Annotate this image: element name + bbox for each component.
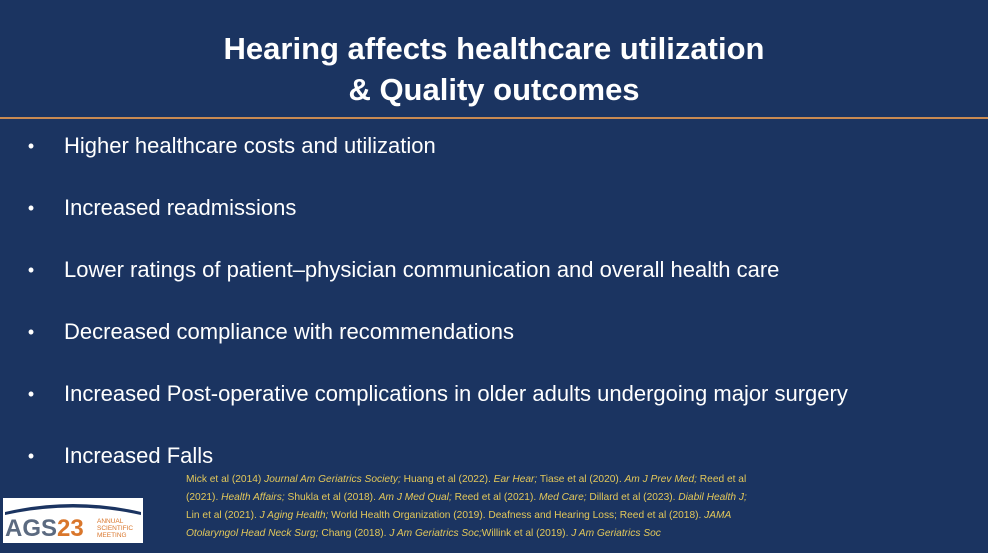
slide-title-line-2: & Quality outcomes: [348, 72, 640, 107]
slide-title-line-1: Hearing affects healthcare utilization: [223, 31, 765, 66]
bullet-text: Increased Post-operative complications in older adults undergoing major surgery: [64, 381, 848, 406]
slide-title: [0, 28, 988, 110]
reference-line: [186, 489, 866, 507]
ags23-logo-graphic: [3, 498, 143, 543]
reference-text: Chang (2018).: [318, 528, 390, 539]
ags23-logo: [3, 498, 143, 543]
logo-year-text: 23: [57, 515, 84, 542]
reference-text: Willink et al (2019).: [481, 528, 572, 539]
bullet-item: [0, 317, 988, 347]
bullet-item: [0, 441, 988, 471]
reference-journal: J Am Geriatrics Soc;: [389, 528, 482, 539]
bullet-marker: •: [27, 384, 35, 404]
reference-journal: Journal Am Geriatrics Society;: [264, 474, 401, 485]
bullet-text: Increased Falls: [64, 443, 214, 468]
reference-journal: Diabil Health J;: [678, 492, 747, 503]
bullet-marker: •: [27, 260, 35, 280]
logo-arc-shape: [5, 504, 141, 515]
reference-journal: JAMA: [704, 510, 732, 521]
reference-text: Shukla et al (2018).: [284, 492, 379, 503]
reference-journal: Otolaryngol Head Neck Surg;: [186, 528, 319, 539]
bullet-item: [0, 255, 988, 285]
reference-journal: Ear Hear;: [493, 474, 538, 485]
references-footnote: [186, 471, 866, 543]
reference-text: Lin et al (2021).: [186, 510, 260, 521]
title-divider: [0, 117, 988, 119]
logo-subtext-line: SCIENTIFIC: [97, 525, 134, 532]
bullet-text: Increased readmissions: [64, 195, 297, 220]
bullet-text: Higher healthcare costs and utilization: [64, 133, 436, 158]
bullet-text: Decreased compliance with recommendations: [64, 319, 514, 344]
reference-text: Reed et al (2021).: [451, 492, 539, 503]
reference-text: Huang et al (2022).: [400, 474, 494, 485]
bullet-marker: •: [27, 446, 35, 466]
logo-ags-text: AGS: [5, 515, 58, 542]
reference-text: World Health Organization (2019). Deafness and Hearing Loss; Reed et al (2018).: [328, 510, 705, 521]
logo-subtext-line: ANNUAL: [97, 518, 124, 525]
logo-subtext-line: MEETING: [97, 532, 127, 539]
logo-wordmark: [5, 515, 84, 542]
reference-line: [186, 507, 866, 525]
bullet-marker: •: [27, 136, 35, 156]
reference-line: [186, 525, 866, 543]
reference-text: Dillard et al (2023).: [586, 492, 679, 503]
bullet-item: [0, 379, 988, 409]
bullet-marker: •: [27, 322, 35, 342]
reference-journal: Am J Prev Med;: [624, 474, 697, 485]
reference-text: Mick et al (2014): [186, 474, 265, 485]
reference-journal: Am J Med Qual;: [378, 492, 452, 503]
bullet-marker: •: [27, 198, 35, 218]
bullet-item: [0, 193, 988, 223]
bullet-text: Lower ratings of patient–physician communication and overall health care: [64, 257, 780, 282]
reference-journal: J Am Geriatrics Soc: [571, 528, 661, 539]
reference-text: (2021).: [186, 492, 222, 503]
reference-text: Tiase et al (2020).: [537, 474, 625, 485]
reference-text: Reed et al: [696, 474, 747, 485]
reference-journal: Med Care;: [539, 492, 587, 503]
reference-line: [186, 471, 866, 489]
reference-journal: J Aging Health;: [259, 510, 329, 521]
bullet-item: [0, 131, 988, 161]
reference-journal: Health Affairs;: [221, 492, 285, 503]
